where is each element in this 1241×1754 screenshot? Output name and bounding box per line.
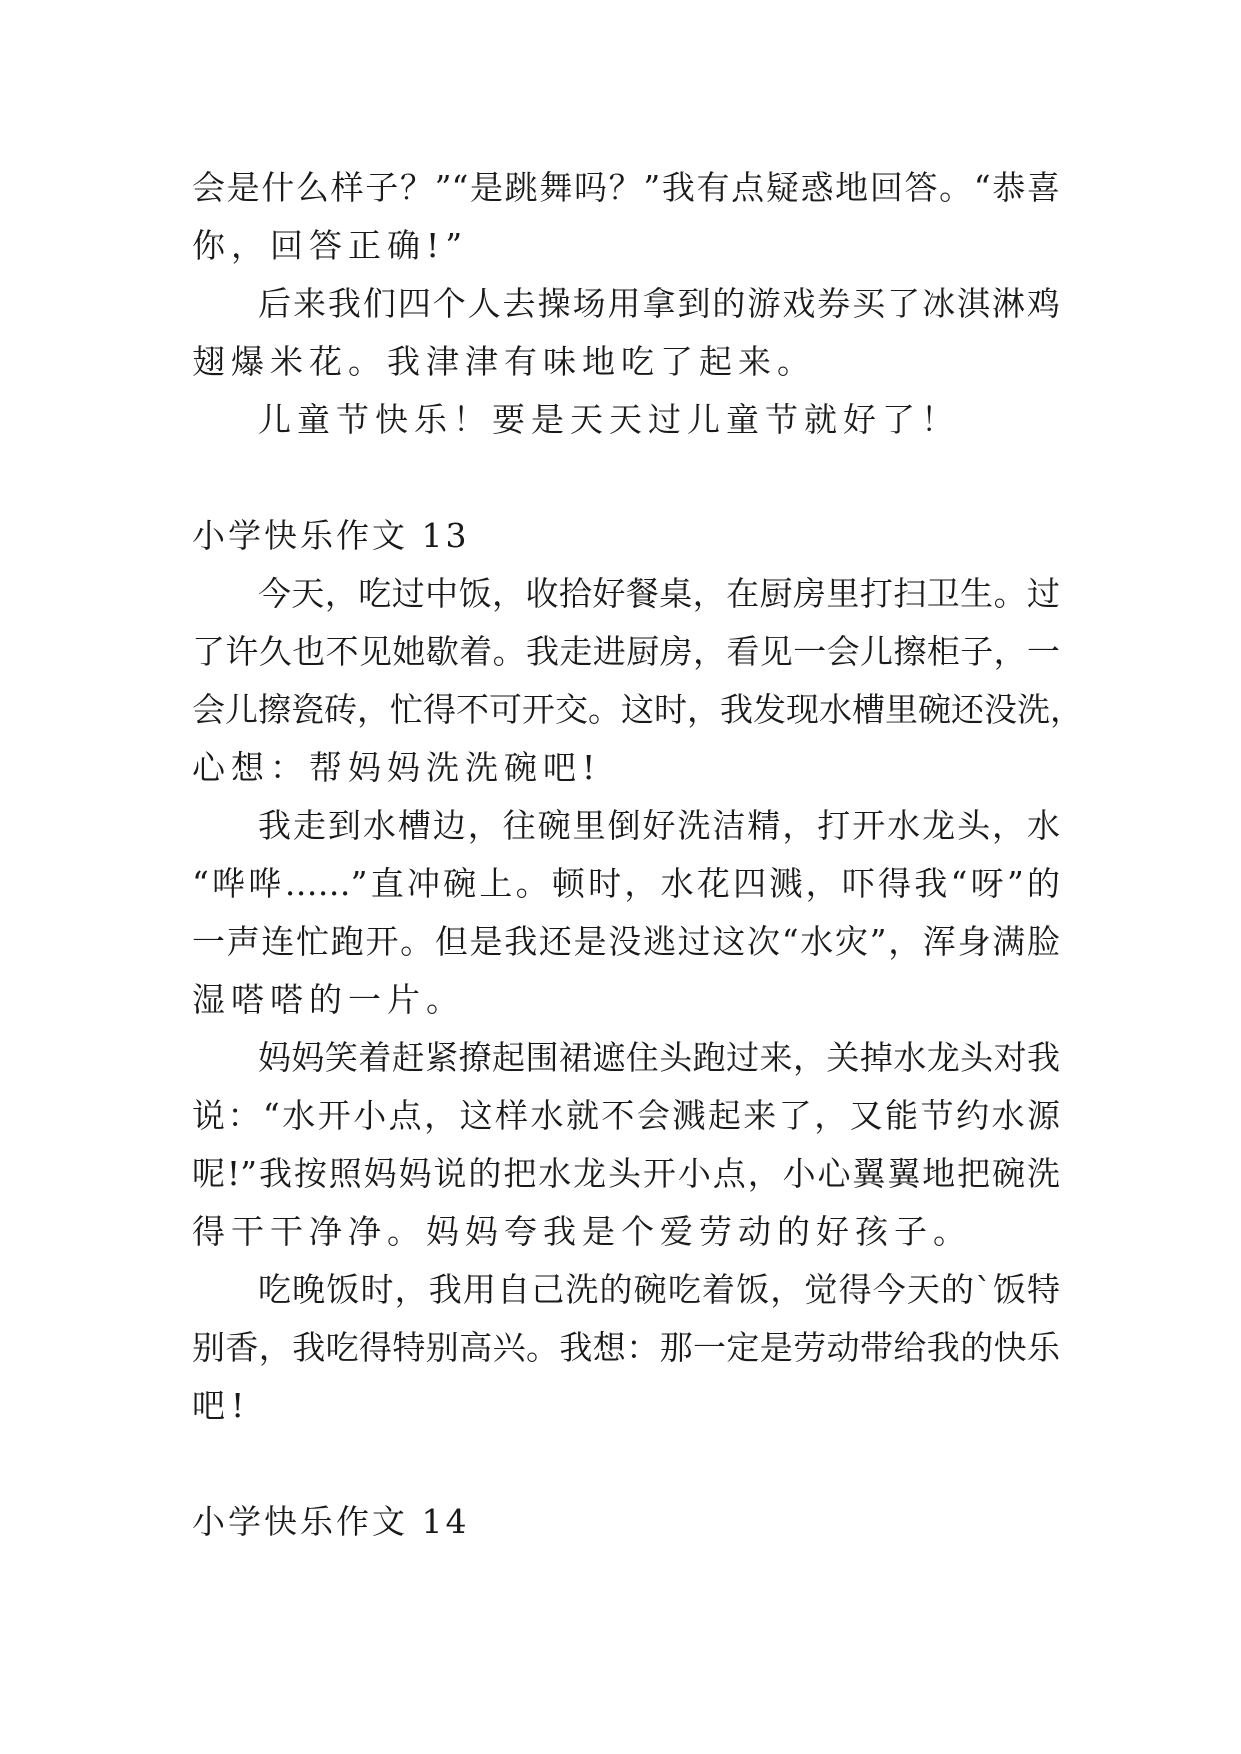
text-line: 呢!”我按照妈妈说的把水龙头开小点，小心翼翼地把碗洗 — [192, 1154, 1060, 1193]
text-line: 后来我们四个人去操场用拿到的游戏券买了冰淇淋鸡 — [258, 284, 1060, 323]
text-line: 别香，我吃得特别高兴。我想：那一定是劳动带给我的快乐 — [192, 1328, 1060, 1367]
text-line: 我走到水槽边，往碗里倒好洗洁精，打开水龙头，水 — [258, 806, 1060, 845]
text-line: 说：“水开小点，这样水就不会溅起来了，又能节约水源 — [192, 1096, 1060, 1135]
text-line: 了许久也不见她歇着。我走进厨房，看见一会儿擦柜子，一 — [192, 632, 1060, 671]
text-line: 儿童节快乐！要是天天过儿童节就好了！ — [258, 400, 960, 439]
text-line: 一声连忙跑开。但是我还是没逃过这次“水灾”，浑身满脸 — [192, 922, 1060, 961]
text-line: 会是什么样子？”“是跳舞吗？”我有点疑惑地回答。“恭喜 — [192, 168, 1060, 207]
text-line: 湿嗒嗒的一片。 — [192, 980, 465, 1019]
section-heading: 小学快乐作文 13 — [192, 516, 470, 555]
text-line: 得干干净净。妈妈夸我是个爱劳动的好孩子。 — [192, 1212, 972, 1251]
text-line: 吧! — [192, 1386, 251, 1425]
text-line: 翅爆米花。我津津有味地吃了起来。 — [192, 342, 816, 381]
text-line: 妈妈笑着赶紧撩起围裙遮住头跑过来，关掉水龙头对我 — [258, 1038, 1060, 1077]
text-line: 心想：帮妈妈洗洗碗吧! — [192, 748, 602, 787]
text-line: 你，回答正确!” — [192, 226, 469, 265]
text-line: 今天，吃过中饭，收拾好餐桌，在厨房里打扫卫生。过 — [258, 574, 1060, 613]
text-line: 会儿擦瓷砖，忙得不可开交。这时，我发现水槽里碗还没洗， — [192, 690, 1083, 729]
section-heading: 小学快乐作文 14 — [192, 1502, 470, 1541]
text-line: 吃晚饭时，我用自己洗的碗吃着饭，觉得今天的`饭特 — [258, 1270, 1060, 1309]
text-line: “哗哗……”直冲碗上。顿时，水花四溅，吓得我“呀”的 — [192, 864, 1060, 903]
